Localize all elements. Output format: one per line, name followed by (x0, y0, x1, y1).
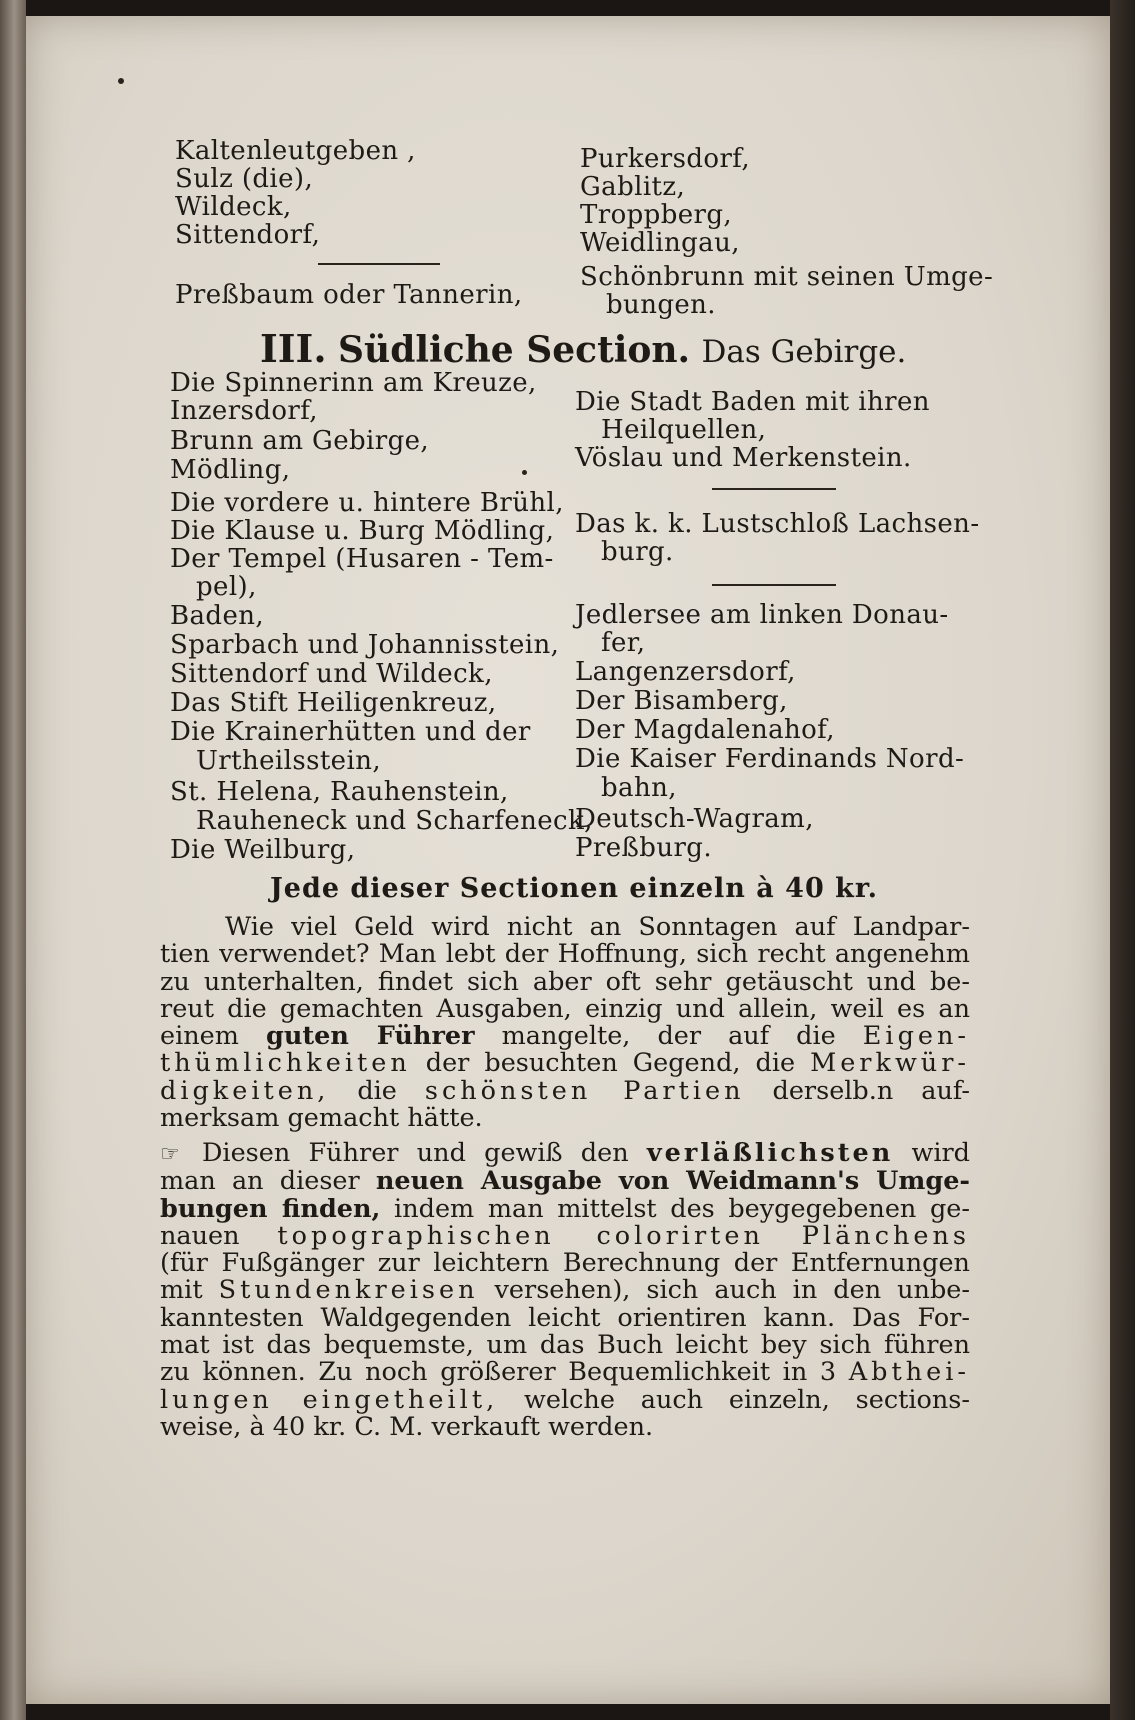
text-run: Diesen Führer und gewiß den (201, 1138, 629, 1168)
list-item: Vöslau und Merkenstein. (575, 443, 912, 473)
text-run: zu können. Zu noch größerer Bequemlichkeit in 3 (160, 1357, 837, 1388)
list-item: Die Spinnerinn am Kreuze, (170, 368, 537, 398)
list-item: Wildeck, (175, 192, 292, 222)
text-line: tien verwendet? Man lebt der Hoffnung, sich recht angenehm (160, 939, 970, 970)
list-item: Kaltenleutgeben , (175, 136, 416, 166)
text-line: zu unterhalten, findet sich aber oft sehr getäuscht und be- (160, 966, 970, 997)
text-line: Wie viel Geld wird nicht an Sonntagen auf Landpar- (225, 912, 970, 942)
list-item: Der Magdalenahof, (575, 715, 835, 745)
emphasis-text: guten Führer (266, 1021, 475, 1052)
paragraph-intro (160, 914, 970, 1132)
spaced-text: Abthei- (848, 1357, 971, 1388)
spaced-text: Eigen- (862, 1021, 971, 1052)
divider-rule (712, 488, 836, 490)
book-binding-edge (0, 0, 26, 1720)
spaced-text: digkeiten, (160, 1075, 330, 1106)
list-item: Jedlersee am linken Donau- (575, 600, 949, 630)
list-item: Gablitz, (580, 172, 686, 202)
list-item: bahn, (601, 773, 677, 803)
text-run: mit (160, 1275, 203, 1306)
text-line: weise, à 40 kr. C. M. verkauft werden. (160, 1411, 654, 1442)
text-line (160, 1193, 970, 1224)
emphasis-text: verläßlichsten (646, 1138, 894, 1168)
list-item: burg. (601, 537, 674, 567)
list-item: Rauheneck und Scharfeneck, (196, 806, 593, 836)
spaced-text: Merkwür- (810, 1048, 971, 1079)
text-line (160, 1359, 970, 1386)
spaced-text: lungen eingetheilt, (160, 1384, 499, 1415)
spaced-text: thümlichkeiten (160, 1048, 411, 1079)
text-run: der besuchten Gegend, die (425, 1048, 796, 1079)
text-run: mangelte, der auf die (501, 1021, 836, 1052)
text-run: versehen), sich auch in den unbe- (494, 1275, 970, 1306)
text-run: derselb.n auf- (772, 1075, 971, 1106)
list-item: Purkersdorf, (580, 144, 751, 174)
section-subtitle: Das Gebirge. (701, 334, 907, 370)
text-line (160, 1168, 970, 1195)
list-item: bungen. (606, 290, 716, 320)
text-line: kanntesten Waldgegenden leicht orientiren kann. Das For- (160, 1302, 970, 1333)
list-item: Weidlingau, (580, 228, 740, 258)
divider-rule (712, 584, 836, 586)
list-item: Mödling, (170, 455, 291, 485)
spaced-text: Stundenkreisen (218, 1275, 479, 1306)
list-item: fer, (601, 628, 646, 658)
text-line: reut die gemachten Ausgaben, einzig und allein, weil es an (160, 993, 970, 1024)
list-item: Das Stift Heiligenkreuz, (170, 688, 497, 718)
divider-rule (318, 263, 440, 265)
list-item: Sittendorf, (175, 220, 321, 250)
list-item: Heilquellen, (601, 415, 767, 445)
list-item: Der Bisamberg, (575, 686, 788, 716)
text-line: merksam gemacht hätte. (160, 1103, 483, 1134)
list-item: Baden, (170, 601, 265, 631)
ink-speck (522, 470, 527, 475)
list-item: Der Tempel (Husaren - Tem- (170, 544, 554, 574)
spaced-text: topographischen colorirten (277, 1220, 764, 1251)
list-item: Die Klause u. Burg Mödling, (170, 516, 555, 546)
section-number: III. (260, 326, 327, 371)
list-item: Das k. k. Lustschloß Lachsen- (575, 509, 980, 539)
list-item: Die Stadt Baden mit ihren (575, 387, 930, 417)
text-line (160, 1140, 970, 1168)
list-item: Preßburg. (575, 833, 713, 863)
list-item: Brunn am Gebirge, (170, 426, 430, 456)
text-line (160, 1277, 970, 1304)
list-item: Die Kaiser Ferdinands Nord- (575, 744, 965, 774)
spaced-text: Plänchens (801, 1220, 970, 1251)
list-item: Schönbrunn mit seinen Umge- (580, 262, 994, 292)
list-item: Sittendorf und Wildeck, (170, 659, 493, 689)
list-item: pel), (196, 572, 257, 602)
list-item: Die vordere u. hintere Brühl, (170, 488, 564, 518)
text-run: welche auch einzeln, sections- (524, 1384, 970, 1415)
emphasis-text: bungen finden, (160, 1193, 381, 1224)
ink-speck (118, 78, 124, 84)
list-item: Deutsch-Wagram, (575, 804, 814, 834)
text-line (160, 1075, 971, 1106)
text-line (160, 1384, 970, 1415)
section-title: Südliche Section. (338, 329, 691, 371)
list-item: Troppberg, (580, 200, 733, 230)
list-item: Die Krainerhütten und der (170, 717, 531, 747)
section-heading (260, 327, 906, 374)
list-item: Die Weilburg, (170, 835, 356, 865)
paragraph-advertisement (160, 1140, 970, 1441)
text-run: einem (160, 1021, 239, 1052)
book-edge-shadow (1110, 0, 1135, 1720)
spaced-text: schönsten Partien (424, 1075, 745, 1106)
list-item: Sparbach und Johannisstein, (170, 630, 560, 660)
text-run: man an dieser (160, 1166, 360, 1197)
text-run: nauen (160, 1220, 240, 1251)
text-line (160, 1050, 970, 1077)
text-line: (für Fußgänger zur leichtern Berechnung der Entfernungen (160, 1248, 970, 1279)
list-item: Langenzersdorf, (575, 657, 796, 687)
list-item: Preßbaum oder Tannerin, (175, 280, 523, 310)
text-run: wird (911, 1138, 970, 1168)
list-item: Urtheilsstein, (196, 746, 381, 776)
list-item: Inzersdorf, (170, 396, 318, 426)
text-line (160, 1220, 970, 1251)
emphasis-text: neuen Ausgabe von Weidmann's Umge- (375, 1166, 970, 1197)
text-line (160, 1023, 970, 1050)
price-line: Jede dieser Sectionen einzeln à 40 kr. (270, 873, 879, 904)
text-run: indem man mittelst des beygegebenen ge- (394, 1193, 970, 1224)
text-line: mat ist das bequemste, um das Buch leicht bey sich führen (160, 1330, 970, 1361)
list-item: St. Helena, Rauhenstein, (170, 777, 509, 807)
list-item: Sulz (die), (175, 164, 314, 194)
text-run: die (357, 1075, 397, 1106)
pointing-hand-icon: ☞ (160, 1142, 180, 1167)
